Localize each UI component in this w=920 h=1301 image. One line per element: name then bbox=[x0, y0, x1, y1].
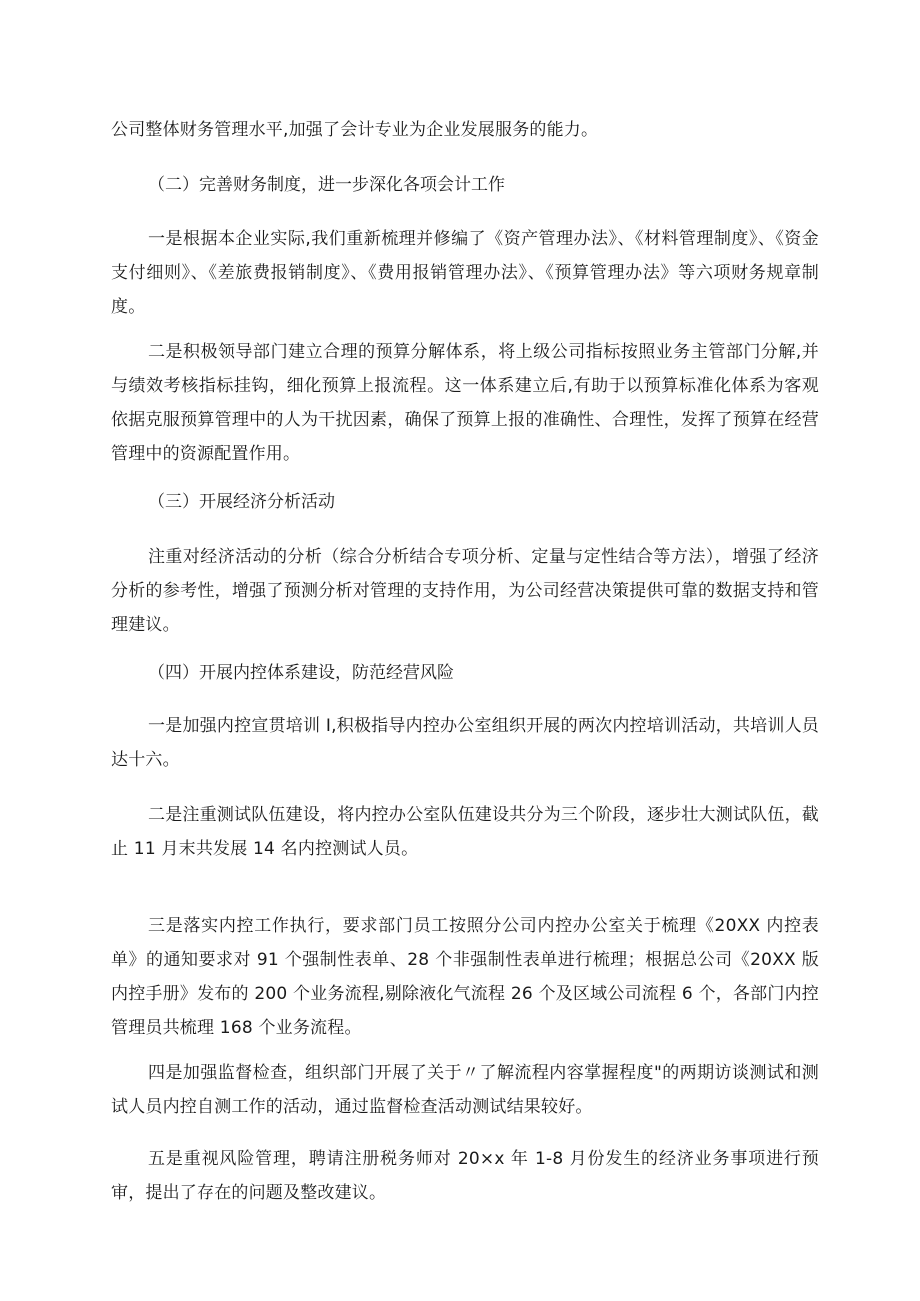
paragraph-risk-management: 五是重视风险管理，聘请注册税务师对 20×x 年 1-8 月份发生的经济业务事项进行预审，提出了存在的问题及整改建议。 bbox=[111, 1149, 819, 1203]
paragraph-economic-analysis: 注重对经济活动的分析（综合分析结合专项分析、定量与定性结合等方法），增强了经济分析的参考性，增强了预测分析对管理的支持作用，为公司经营决策提供可靠的数据支持和管理建议。 bbox=[111, 547, 819, 635]
paragraph-internal-control-execution: 三是落实内控工作执行，要求部门员工按照分公司内控办公室关于梳理《20XX 内控表单》的通知要求对 91 个强制性表单、28 个非强制性表单进行梳理；根据总公司《20XX 版内控手册》发布的 200 个业务流程,剔除液化气流程 26 个及区域公司流程 6 个，各部门内控管理员共梳理 168 个业务流程。 bbox=[111, 916, 819, 1038]
section-heading-3: （三）开展经济分析活动 bbox=[148, 492, 335, 512]
paragraph-training: 一是加强内控宣贯培训 I,积极指导内控办公室组织开展的两次内控培训活动，共培训人员达十六。 bbox=[111, 716, 819, 770]
paragraph-test-team: 二是注重测试队伍建设，将内控办公室队伍建设共分为三个阶段，逐步壮大测试队伍，截止 11 月末共发展 14 名内控测试人员。 bbox=[111, 805, 819, 859]
paragraph-supervision: 四是加强监督检查，组织部门开展了关于〃了解流程内容掌握程度"的两期访谈测试和测试人员内控自测工作的活动，通过监督检查活动测试结果较好。 bbox=[111, 1063, 819, 1117]
section-heading-4: （四）开展内控体系建设，防范经营风险 bbox=[148, 663, 454, 683]
section-heading-2: （二）完善财务制度，进一步深化各项会计工作 bbox=[148, 175, 505, 195]
paragraph-regulations: 一是根据本企业实际,我们重新梳理并修编了《资产管理办法》、《材料管理制度》、《资金支付细则》、《差旅费报销制度》、《费用报销管理办法》、《预算管理办法》等六项财务规章制度。 bbox=[111, 229, 819, 317]
paragraph-continuation: 公司整体财务管理水平,加强了会计专业为企业发展服务的能力。 bbox=[111, 120, 599, 140]
paragraph-budget-system: 二是积极领导部门建立合理的预算分解体系，将上级公司指标按照业务主管部门分解,并与绩效考核指标挂钩，细化预算上报流程。这一体系建立后,有助于以预算标准化体系为客观依据克服预算管理中的人为干扰因素，确保了预算上报的准确性、合理性，发挥了预算在经营管理中的资源配置作用。 bbox=[111, 342, 819, 464]
